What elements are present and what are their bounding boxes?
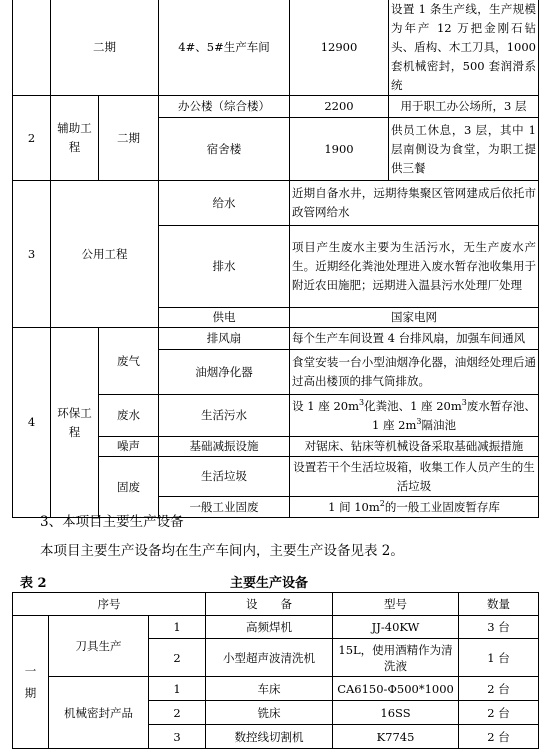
group-cell: 机械密封产品 — [49, 677, 149, 749]
item-name: 排水 — [159, 226, 290, 308]
building-desc: 用于职工办公场所，3 层 — [389, 96, 539, 118]
table-cell — [13, 0, 51, 96]
project-composition-table — [12, 0, 539, 518]
building-desc: 供员工休息，3 层，其中 1 层南侧设为食堂，为职工提供三餐 — [389, 118, 539, 181]
equipment-model: 15L，使用酒精作为清洗液 — [333, 639, 459, 677]
equipment-model: K7745 — [333, 725, 459, 749]
section-paragraph: 本项目主要生产设备均在生产车间内，主要生产设备见表 2。 — [40, 543, 404, 559]
equipment-name: 高频焊机 — [206, 616, 333, 639]
item-name: 一般工业固废 — [159, 497, 290, 518]
row-number: 3 — [13, 181, 51, 328]
building-name: 办公楼（综合楼） — [159, 96, 290, 118]
equipment-name: 数控线切割机 — [206, 725, 333, 749]
header-equipment: 设 备 — [206, 593, 333, 616]
item-desc: 项目产生废水主要为生活污水，无生产废水产生。近期经化粪池处理进入废水暂存池收集用于附近农田施肥；远期进入温县污水处理厂处理 — [290, 226, 539, 308]
phase-cell: 二期 — [99, 96, 159, 181]
equipment-qty: 2 台 — [459, 677, 539, 701]
row-number: 1 — [149, 616, 206, 639]
equipment-model: CA6150-Φ500*1000 — [333, 677, 459, 701]
equipment-qty: 2 台 — [459, 725, 539, 749]
building-area: 12900 — [290, 0, 389, 96]
item-desc: 1 间 $10m^2$的一般工业固废暂存库 — [290, 497, 539, 518]
phase-cell: 一期 — [13, 616, 49, 749]
building-name: 宿舍楼 — [159, 118, 290, 181]
item-name: 生活污水 — [159, 395, 290, 437]
item-desc: 近期自备水井，远期待集聚区管网建成后依托市政管网给水 — [290, 181, 539, 226]
building-desc: 设置 1 条生产线，生产规模为年产 12 万把金刚石钻头、盾构、木工刀具，1000 套机械密封，500 套润滑系统 — [389, 0, 539, 96]
subcategory-cell: 固废 — [99, 457, 159, 518]
equipment-qty: 1 台 — [459, 639, 539, 677]
building-name: 4#、5#生产车间 — [159, 0, 290, 96]
subcategory-cell: 废气 — [99, 328, 159, 395]
header-seq: 序号 — [13, 593, 206, 616]
item-desc: 设 1 座 $20m^3$化粪池、1 座 $20m^3$废水暂存池、1 座 $2m^3$隔油池 — [290, 395, 539, 437]
equipment-model: 16SS — [333, 701, 459, 725]
group-cell: 刀具生产 — [49, 616, 149, 677]
table-caption — [12, 572, 538, 590]
item-desc: 食堂安装一台小型油烟净化器，油烟经处理后通过高出楼顶的排气筒排放。 — [290, 350, 539, 395]
row-number: 2 — [13, 96, 51, 181]
table-title: 主要生产设备 — [230, 576, 309, 591]
header-model: 型号 — [333, 593, 459, 616]
category-cell: 环保工程 — [51, 328, 99, 518]
subcategory-cell: 废水 — [99, 395, 159, 437]
row-number: 2 — [149, 701, 206, 725]
building-area: 1900 — [290, 118, 389, 181]
phase-cell: 二期 — [51, 0, 159, 96]
header-qty: 数量 — [459, 593, 539, 616]
item-name: 排风扇 — [159, 328, 290, 350]
equipment-name: 车床 — [206, 677, 333, 701]
table-number: 表 2 — [20, 576, 47, 591]
row-number: 4 — [13, 328, 51, 518]
equipment-qty: 2 台 — [459, 701, 539, 725]
building-area: 2200 — [290, 96, 389, 118]
equipment-table — [12, 592, 539, 749]
subcategory-cell: 噪声 — [99, 437, 159, 457]
item-desc: 每个生产车间设置 4 台排风扇，加强车间通风 — [290, 328, 539, 350]
item-desc: 对锯床、钻床等机械设备采取基础减振措施 — [290, 437, 539, 457]
equipment-model: JJ-40KW — [333, 616, 459, 639]
item-desc: 国家电网 — [290, 308, 539, 328]
row-number: 3 — [149, 725, 206, 749]
item-name: 油烟净化器 — [159, 350, 290, 395]
category-cell: 辅助工程 — [51, 96, 99, 181]
equipment-qty: 3 台 — [459, 616, 539, 639]
section-heading: 3、本项目主要生产设备 — [40, 514, 184, 530]
equipment-name: 铣床 — [206, 701, 333, 725]
equipment-name: 小型超声波清洗机 — [206, 639, 333, 677]
row-number: 1 — [149, 677, 206, 701]
item-name: 给水 — [159, 181, 290, 226]
item-name: 生活垃圾 — [159, 457, 290, 497]
category-cell: 公用工程 — [51, 181, 159, 328]
row-number: 2 — [149, 639, 206, 677]
item-desc: 设置若干个生活垃圾箱，收集工作人员产生的生活垃圾 — [290, 457, 539, 497]
item-name: 基础减振设施 — [159, 437, 290, 457]
item-name: 供电 — [159, 308, 290, 328]
